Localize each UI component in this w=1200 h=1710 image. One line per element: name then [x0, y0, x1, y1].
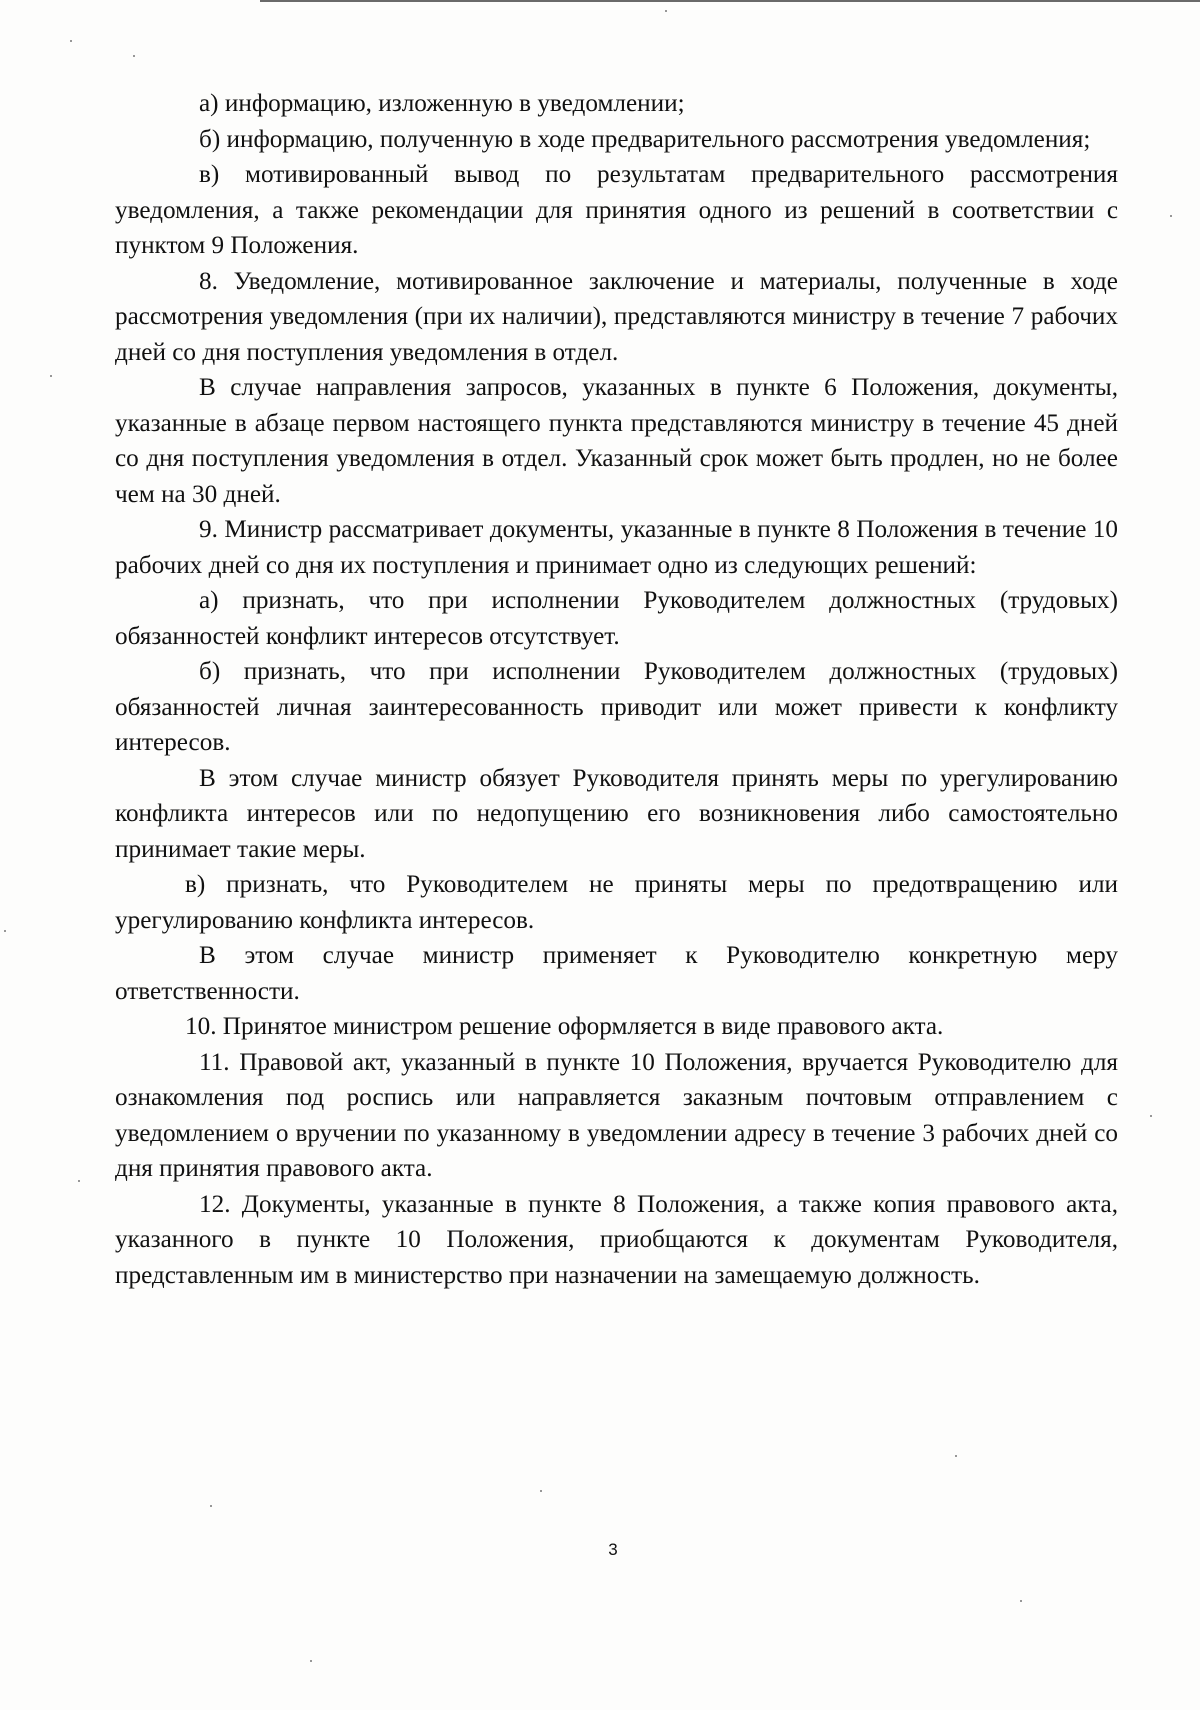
paragraph-8-requests: В случае направления запросов, указанных в пункте 6 Положения, документы, указанные в абзаце первом настоящего пункта представляются министру в течение 45 дней со дня поступления уведомления в отдел. Указанный срок может быть продлен, но не более чем на 30 дней.	[115, 374, 1118, 508]
scan-speck	[1150, 1115, 1152, 1117]
paragraph-12: 12. Документы, указанные в пункте 8 Положения, а также копия правового акта, указанного в пункте 10 Положения, приобщаются к документам Руководителя, представленным им в министерство при назначении на замещаемую должность.	[115, 1190, 1118, 1289]
paragraph-7a: а) информацию, изложенную в уведомлении;	[199, 90, 685, 117]
scan-speck	[1170, 215, 1172, 217]
paragraph-8: 8. Уведомление, мотивированное заключение и материалы, полученные в ходе рассмотрения уведомления (при их наличии), представляются министру в течение 7 рабочих дней со дня поступления уведомления в отдел.	[115, 267, 1118, 366]
scan-speck	[4, 930, 6, 932]
scan-speck	[50, 375, 52, 377]
paragraph-9: 9. Министр рассматривает документы, указанные в пункте 8 Положения в течение 10 рабочих дней со дня их поступления и принимает одно из следующих решений:	[115, 516, 1118, 579]
paragraph-9a: а) признать, что при исполнении Руководителем должностных (трудовых) обязанностей конфликт интересов отсутствует.	[115, 587, 1118, 650]
paragraph-7b: б) информацию, полученную в ходе предварительного рассмотрения уведомления;	[199, 125, 1091, 153]
scan-speck	[133, 55, 135, 57]
scan-speck	[540, 1490, 542, 1492]
scan-speck	[955, 1455, 957, 1457]
paragraph-9b-case: В этом случае министр обязует Руководителя принять меры по урегулированию конфликта интересов или по недопущению его возникновения либо самостоятельно принимает такие меры.	[115, 764, 1118, 863]
document-body	[115, 86, 1118, 1293]
paragraph-10: 10. Принятое министром решение оформляется в виде правового акта.	[185, 1013, 944, 1040]
scan-speck	[310, 1660, 312, 1662]
scan-speck	[70, 40, 72, 42]
scan-speck	[665, 10, 667, 12]
scan-speck	[1020, 1600, 1022, 1602]
scan-speck	[210, 1505, 212, 1507]
paragraph-9c-case: В этом случае министр применяет к Руководителю конкретную меру ответственности.	[115, 942, 1118, 1005]
page-top-edge	[260, 0, 1200, 2]
paragraph-7c: в) мотивированный вывод по результатам предварительного рассмотрения уведомления, а также рекомендации для принятия одного из решений в соответствии с пунктом 9 Положения.	[115, 161, 1118, 259]
paragraph-11: 11. Правовой акт, указанный в пункте 10 Положения, вручается Руководителю для ознакомления под роспись или направляется заказным почтовым отправлением с уведомлением о вручении по указанному в уведомлении адресу в течение 3 рабочих дней со дня принятия правового акта.	[115, 1048, 1118, 1182]
scan-speck	[78, 1180, 80, 1182]
paragraph-9c: в) признать, что Руководителем не приняты меры по предотвращению или урегулированию конфликта интересов.	[115, 871, 1118, 934]
page-number: 3	[608, 1540, 618, 1559]
paragraph-9b: б) признать, что при исполнении Руководителем должностных (трудовых) обязанностей личная заинтересованность приводит или может привести к конфликту интересов.	[115, 658, 1118, 756]
